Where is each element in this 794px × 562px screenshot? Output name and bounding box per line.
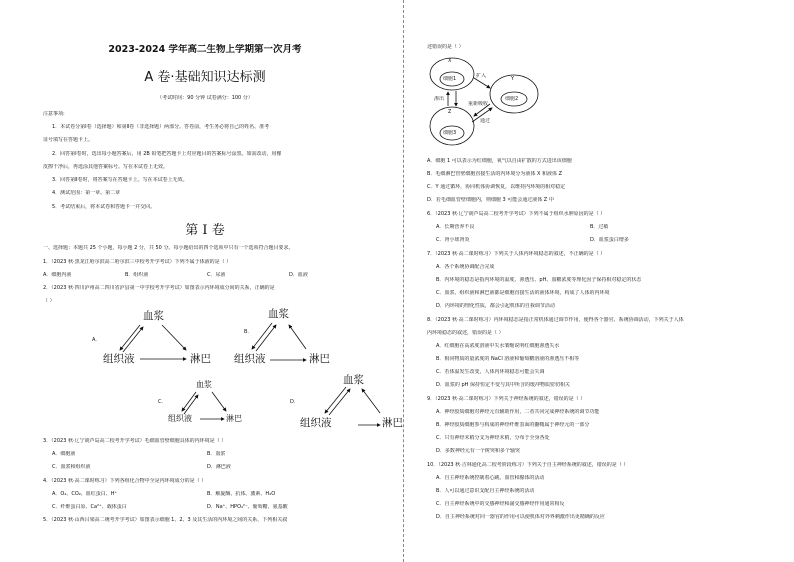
option: C．自主神经系统中的交感神经和副交感神经作用通常相反 (436, 501, 565, 507)
question-stem: 7．（2023 秋·高二课时练习）下列关于人体内环境稳态的叙述，不正确的是（ ） (427, 251, 606, 257)
option: A．细胞液 (52, 451, 76, 457)
note-line: 5．考试结束后，将本试卷和答题卡一并交回。 (52, 204, 156, 210)
question-stem-cont: 内环境稳态的叙述，错误的是（ ） (427, 330, 504, 336)
option-letter: A． (92, 337, 101, 343)
option: A．各个系统协调配合完成 (436, 264, 495, 270)
option: C．Y 通过循环，协同机体协调恢复，以维持内环境的相对稳定 (427, 184, 566, 190)
arrow-label: 扩入 (476, 73, 487, 79)
option: B．内环境的稳态是指内环境的温度、渗透压、pH、血糖浓度等理化因子保持相对稳定的状态 (436, 277, 642, 283)
label-tissue-fluid: 组织液 (234, 353, 266, 365)
label-lymph: 淋巴 (382, 417, 403, 429)
option: B．组织液 (125, 272, 149, 278)
question-stem-cont: （ ） (43, 298, 55, 304)
note-line: 皮擦干净后，再选涂其他答案标号。写在本试卷上无效。 (43, 164, 169, 170)
question-stem: 5．（2023 秋·山西吕梁高二统考开学考试）如图表示细胞 1、2、3 及其生活的内环境之间的关系，下列相关叙 (43, 517, 288, 523)
question-stem: 8．（2023 秋·高二课时练习）内环境稳态是指正常机体通过调节作用，使得各个器官、系统协调活动，下列关于人体 (427, 317, 684, 323)
label-plasma: 血浆 (343, 374, 364, 386)
diagram-y-label: Y (511, 76, 515, 82)
option: C．只有神经末梢分支为神经末梢，分布于全身各处 (436, 435, 550, 441)
option: A．细胞 1 可以表示为红细胞，氧气以自由扩散的方式进出该细胞 (427, 158, 572, 164)
option-letter: B． (244, 329, 253, 335)
option: B．解旋酶、抗体、激素、H₂O (207, 491, 276, 497)
option: B．神经胶质细胞参与构成的神经纤维表面的髓鞘属于神经元的一部分 (436, 422, 590, 428)
label-lymph: 淋巴 (226, 414, 242, 423)
question-stem: 1．（2023 秋·黑龙江哈尔滨高二哈尔滨三中校考开学考试）下列不属于体液的是（ ） (43, 259, 232, 265)
section-title: 第 Ⅰ 卷 (185, 223, 225, 238)
note-line: 2．回答第Ⅰ卷时，选出每小题答案后，用 2B 铅笔把答题卡上对应题目的答案标号涂黑。如需改动，用橡 (52, 151, 282, 157)
option: B．人可以通过意识支配自主神经系统的活动 (436, 488, 535, 494)
option: C．若体温发生改变，人体内环境稳态可能会失调 (436, 369, 545, 375)
diagram-x-label: X (448, 58, 452, 64)
volume-title: A 卷·基础知识达标测 (144, 70, 266, 85)
label-plasma: 血浆 (196, 380, 212, 389)
question-stem: 6．（2023 秋·辽宁葫芦岛高二校考开学考试）下列不属于组织水肿原因的是（ ） (427, 211, 606, 217)
option-letter: D． (290, 399, 299, 405)
question-stem-cont: 述错误的是（ ） (427, 44, 464, 50)
label-tissue-fluid: 组织液 (103, 353, 135, 365)
option: D．血液 (289, 272, 308, 278)
option: A．神经胶质细胞对神经元有辅助作用，二者共同完成神经系统的调节功能 (436, 409, 600, 415)
exam-title: 2023-2024 学年高二生物上学期第一次月考 (108, 44, 302, 55)
option: C．血浆、组织液和淋巴液都是细胞直接生活的液体环境，构成了人体的内环境 (436, 290, 610, 296)
option: D．淋巴液 (207, 464, 231, 470)
label-plasma: 血浆 (143, 310, 164, 322)
option: C．纤维蛋白原、Ca²⁺、载体蛋白 (52, 504, 127, 510)
note-line: 证号填写在答题卡上。 (43, 137, 94, 143)
label-plasma: 血浆 (268, 308, 289, 320)
label-tissue-fluid: 组织液 (300, 417, 332, 429)
question-stem: 3．（2023 秋·辽宁葫芦岛高二校考开学考试）毛细血管壁细胞具体的内环境是（ ） (43, 438, 227, 444)
arrow-label: 通过 (480, 118, 491, 124)
option: A．自主神经系统控制着心跳、血管和腺体的活动 (436, 475, 545, 481)
note-line: 3．回答第Ⅱ卷时，将答案写在答题卡上。写在本试卷上无效。 (52, 177, 188, 183)
question-stem: 4．（2023 秋·高二课时练习）下列各组化合物中全是内环境成分的是（ ） (43, 478, 207, 484)
option: A．长期营养不良 (436, 224, 475, 230)
option: D．多数神经元有一个树突和多个轴突 (436, 448, 520, 454)
cell3-label: 细胞3 (443, 130, 457, 136)
diagram-z-label: Z (448, 109, 452, 115)
label-lymph: 淋巴 (309, 353, 330, 365)
option: B．过敏 (590, 224, 609, 230)
label-lymph: 淋巴 (190, 353, 211, 365)
option: D．自主神经系统对同一器官的作用可以使机体对外界刺激作出更精确的反应 (436, 514, 605, 520)
question-stem: 9．（2023 秋·高二课时练习）下列关于神经系统的叙述，错误的是（ ） (427, 396, 586, 402)
cell2-label: 细胞2 (505, 96, 519, 102)
option: C．血浆和组织液 (52, 464, 91, 470)
option-letter: C． (158, 399, 167, 405)
question-stem: 10．（2023 秋·吉林通化高二校考阶段练习）下列关于自主神经系统的叙述，错误的是（ ） (427, 462, 629, 468)
arrow-label: 重新吸收 (468, 101, 489, 107)
option: D．Na⁺、HPO₄²⁻、葡萄糖、氨基酸 (207, 504, 288, 510)
note-line: 4．测试范围：第一章、第二章 (52, 190, 121, 196)
option: D．血浆的 pH 保持恒定不变与其中所含的缓冲物质密切相关 (436, 382, 570, 388)
section-instruction: 一、选择题：本题共 25 个小题，每小题 2 分，共 50 分。每小题给出的四个选项中只有一个选项符合题目要求。 (43, 245, 294, 251)
option: B．相同物质的量浓度的 NaCl 溶液和葡萄糖溶液的渗透压不相等 (436, 356, 580, 362)
question-stem: 2．（2023 秋·四川泸州高二四川省泸县第一中学校考开学考试）如图表示内环境成分间的关系，正确的是 (43, 285, 275, 291)
option: C．尿液 (207, 272, 226, 278)
arrow-label: 渗出 (434, 96, 445, 102)
notes-heading: 注意事项: (43, 111, 65, 117)
option: A．O₂、CO₂、血红蛋白、H⁺ (52, 491, 118, 497)
option: B．血浆 (207, 451, 226, 457)
option: D．内环境的理化性质，都会引起机体的自我调节活动 (436, 303, 555, 309)
option: B．毛细淋巴管壁细胞直接生活的内环境分为液体 X 和液体 Z (427, 171, 563, 177)
option: A．红细胞在高浓度溶液中失水皱缩说明红细胞渗透失水 (436, 343, 560, 349)
time-score: （考试时间：90 分钟 试卷满分：100 分） (157, 95, 253, 101)
option: D．若毛细血管壁细胞内，则细胞 3 可能会通过液体 Z 中 (427, 197, 554, 203)
option: A．细胞内液 (43, 272, 72, 278)
option: D．血浆蛋白增多 (590, 237, 629, 243)
cell1-label: 细胞1 (443, 76, 457, 82)
note-line: 1．本试卷分第Ⅰ卷（选择题）和第Ⅱ卷（非选择题）两部分。答卷前，考生务必将自己的姓名、准考 (52, 124, 270, 130)
label-tissue-fluid: 组织液 (168, 414, 192, 423)
right-column (410, 0, 794, 562)
option: C．肾小球肾炎 (436, 237, 470, 243)
